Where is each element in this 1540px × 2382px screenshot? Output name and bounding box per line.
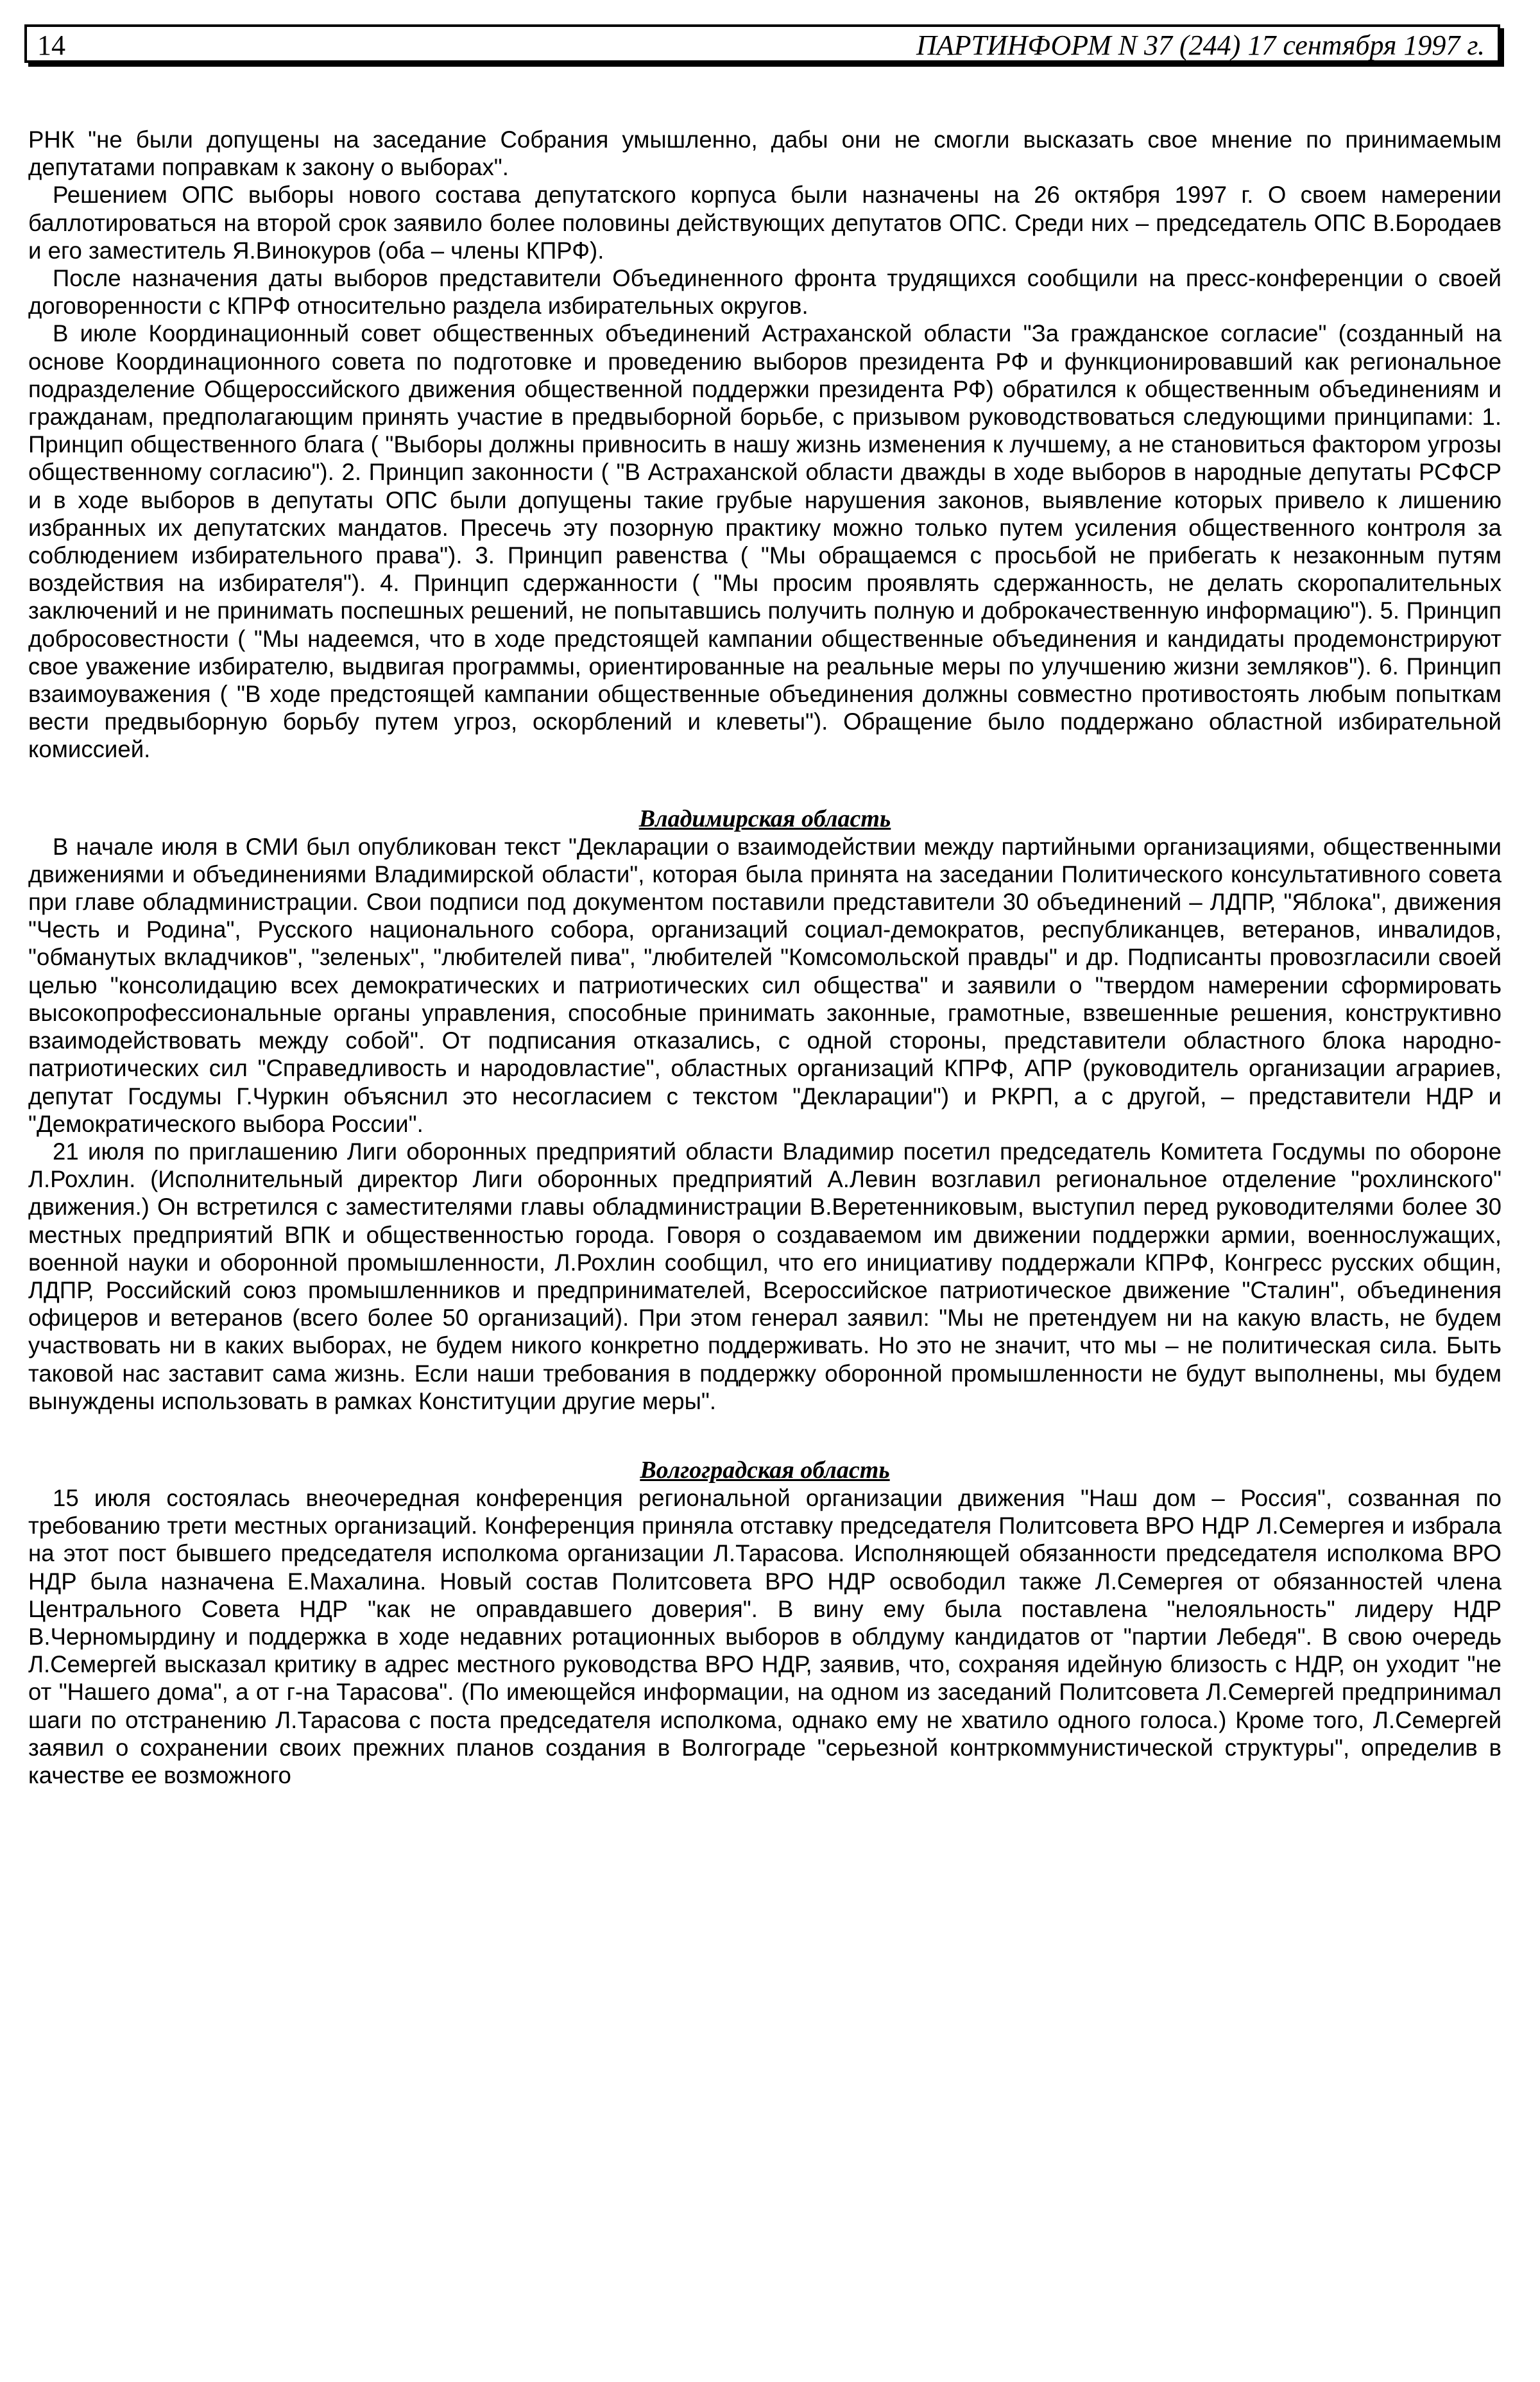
article-body bbox=[28, 126, 1502, 1789]
paragraph: 21 июля по приглашению Лиги оборонных предприятий области Владимир посетил председатель Комитета Госдумы по обороне Л.Рохлин. (Исполнительный директор Лиги оборонных предприятий А.Левин возглавил региональное отделение "рохлинского" движения.) Он встретился с заместителями главы обладминистрации В.Веретенниковым, выступил перед руководителями более 30 местных предприятий ВПК и общественностью города. Говоря о создаваемом им движении поддержки армии, военнослужащих, военной науки и оборонной промышленности, Л.Рохлин сообщил, что его инициативу поддержали КПРФ, Конгресс русских общин, ЛДПР, Российский союз промышленников и предпринимателей, Всероссийское патриотическое движение "Сталин", объединения офицеров и ветеранов (всего более 50 организаций). При этом генерал заявил: "Мы не претендуем ни на какую власть, не будем участвовать ни в каких выборах, не будем никого конкретно поддерживать. Но это не значит, что мы – не политическая сила. Быть таковой нас заставит сама жизнь. Если наши требования в поддержку оборонной промышленности не будут выполнены, мы будем вынуждены использовать в рамках Конституции другие меры". bbox=[28, 1138, 1502, 1414]
paragraph: 15 июля состоялась внеочередная конференция региональной организации движения "Наш дом – Россия", созванная по требованию трети местных организаций. Конференция приняла отставку председателя Политсовета ВРО НДР Л.Семергея и избрала на этот пост бывшего председателя исполкома организации Л.Тарасова. Исполняющей обязанности председателя исполкома ВРО НДР была назначена Е.Махалина. Новый состав Политсовета ВРО НДР освободил также Л.Семергея от обязанностей члена Центрального Совета НДР "как не оправдавшего доверия". В вину ему была поставлена "нелояльность" лидеру НДР В.Черномырдину и поддержка в ходе недавних ротационных выборов в облдуму кандидатов от "партии Лебедя". В свою очередь Л.Семергей высказал критику в адрес местного руководства ВРО НДР, заявив, что, сохраняя идейную близость с НДР, он уходит "не от "Нашего дома", а от г-на Тарасова". (По имеющейся информации, на одном из заседаний Политсовета Л.Семергей предпринимал шаги по отстранению Л.Тарасова с поста председателя исполкома, однако ему не хватило одного голоса.) Кроме того, Л.Семергей заявил о сохранении своих прежних планов создания в Волгограде "серьезной контркоммунистической структуры", определив в качестве ее возможного bbox=[28, 1484, 1502, 1788]
paragraph: РНК "не были допущены на заседание Собрания умышленно, дабы они не смогли высказать свое мнение по принимаемым депутатами поправкам к закону о выборах". bbox=[28, 126, 1502, 181]
paragraph: После назначения даты выборов представители Объединенного фронта трудящихся сообщили на пресс-конференции о своей договоренности с КПРФ относительно раздела избирательных округов. bbox=[28, 265, 1502, 320]
section-title-vladimir: Владимирская область bbox=[638, 805, 891, 832]
page-header bbox=[24, 24, 1500, 63]
paragraph: Решением ОПС выборы нового состава депутатского корпуса были назначены на 26 октября 1997 г. О своем намерении баллотироваться на второй срок заявило более половины действующих депутатов ОПС. Среди них – председатель ОПС В.Бородаев и его заместитель Я.Винокуров (оба – члены КПРФ). bbox=[28, 182, 1502, 264]
paragraph: В начале июля в СМИ был опубликован текст "Декларации о взаимодействии между партийными организациями, общественными движениями и объединениями Владимирской области", которая была принята на заседании Политического консультативного совета при главе обладминистрации. Свои подписи под документом поставили представители 30 объединений – ЛДПР, "Яблока", движения "Честь и Родина", Русского национального собора, организаций социал-демократов, республиканцев, ветеранов, инвалидов, "обманутых вкладчиков", "зеленых", "любителей пива", "любителей "Комсомольской правды" и др. Подписанты провозгласили своей целью "консолидацию всех демократических и патриотических сил общества" и заявили о "твердом намерении сформировать высокопрофессиональные органы управления, способные принимать законные, грамотные, взвешенные решения, конструктивно взаимодействовать между собой". От подписания отказались, с одной стороны, представители областного блока народно-патриотических сил "Справедливость и народовластие", областных организаций КПРФ, АПР (руководитель организации аграриев, депутат Госдумы Г.Чуркин объяснил это несогласием с текстом "Декларации") и РКРП, а с другой, – представители НДР и "Демократического выбора России". bbox=[28, 833, 1502, 1137]
issue-title: ПАРТИНФОРМ N 37 (244) 17 сентября 1997 г. bbox=[916, 30, 1485, 61]
section-spacer bbox=[28, 1415, 1502, 1456]
paragraph: В июле Координационный совет общественных объединений Астраханской области "За гражданское согласие" (созданный на основе Координационного совета по подготовке и проведению выборов президента РФ и функционировавший как региональное подразделение Общероссийского движения общественной поддержки президента РФ) обратился к общественным объединениям и гражданам, предполагающим принять участие в предвыборной борьбе, с призывом руководствоваться следующими принципами: 1. Принцип общественного блага ( "Выборы должны привносить в нашу жизнь изменения к лучшему, а не становиться фактором угрозы общественному согласию"). 2. Принцип законности ( "В Астраханской области дважды в ходе выборов в народные депутаты РСФСР и в ходе выборов в депутаты ОПС были допущены такие грубые нарушения законов, выявление которых привело к лишению избранных их депутатских мандатов. Пресечь эту позорную практику можно только путем усиления общественного контроля за соблюдением избирательного права"). 3. Принцип равенства ( "Мы обращаемся с просьбой не прибегать к незаконным путям воздействия на избирателя"). 4. Принцип сдержанности ( "Мы просим проявлять сдержанность, не делать скоропалительных заключений и не принимать поспешных решений, не попытавшись получить полную и доброкачественную информацию"). 5. Принцип добросовестности ( "Мы надеемся, что в ходе предстоящей кампании общественные объединения и кандидаты продемонстрируют свое уважение избирателю, выдвигая программы, ориентированные на реальные меры по улучшению жизни земляков"). 6. Принцип взаимоуважения ( "В ходе предстоящей кампании общественные объединения должны совместно противостоять любым попыткам вести предвыборную борьбу путем угроз, оскорблений и клеветы"). Обращение было поддержано областной избирательной комиссией. bbox=[28, 320, 1502, 763]
page-number: 14 bbox=[37, 30, 65, 61]
section-title-volgograd: Волгоградская область bbox=[640, 1456, 890, 1484]
section-spacer bbox=[28, 764, 1502, 805]
